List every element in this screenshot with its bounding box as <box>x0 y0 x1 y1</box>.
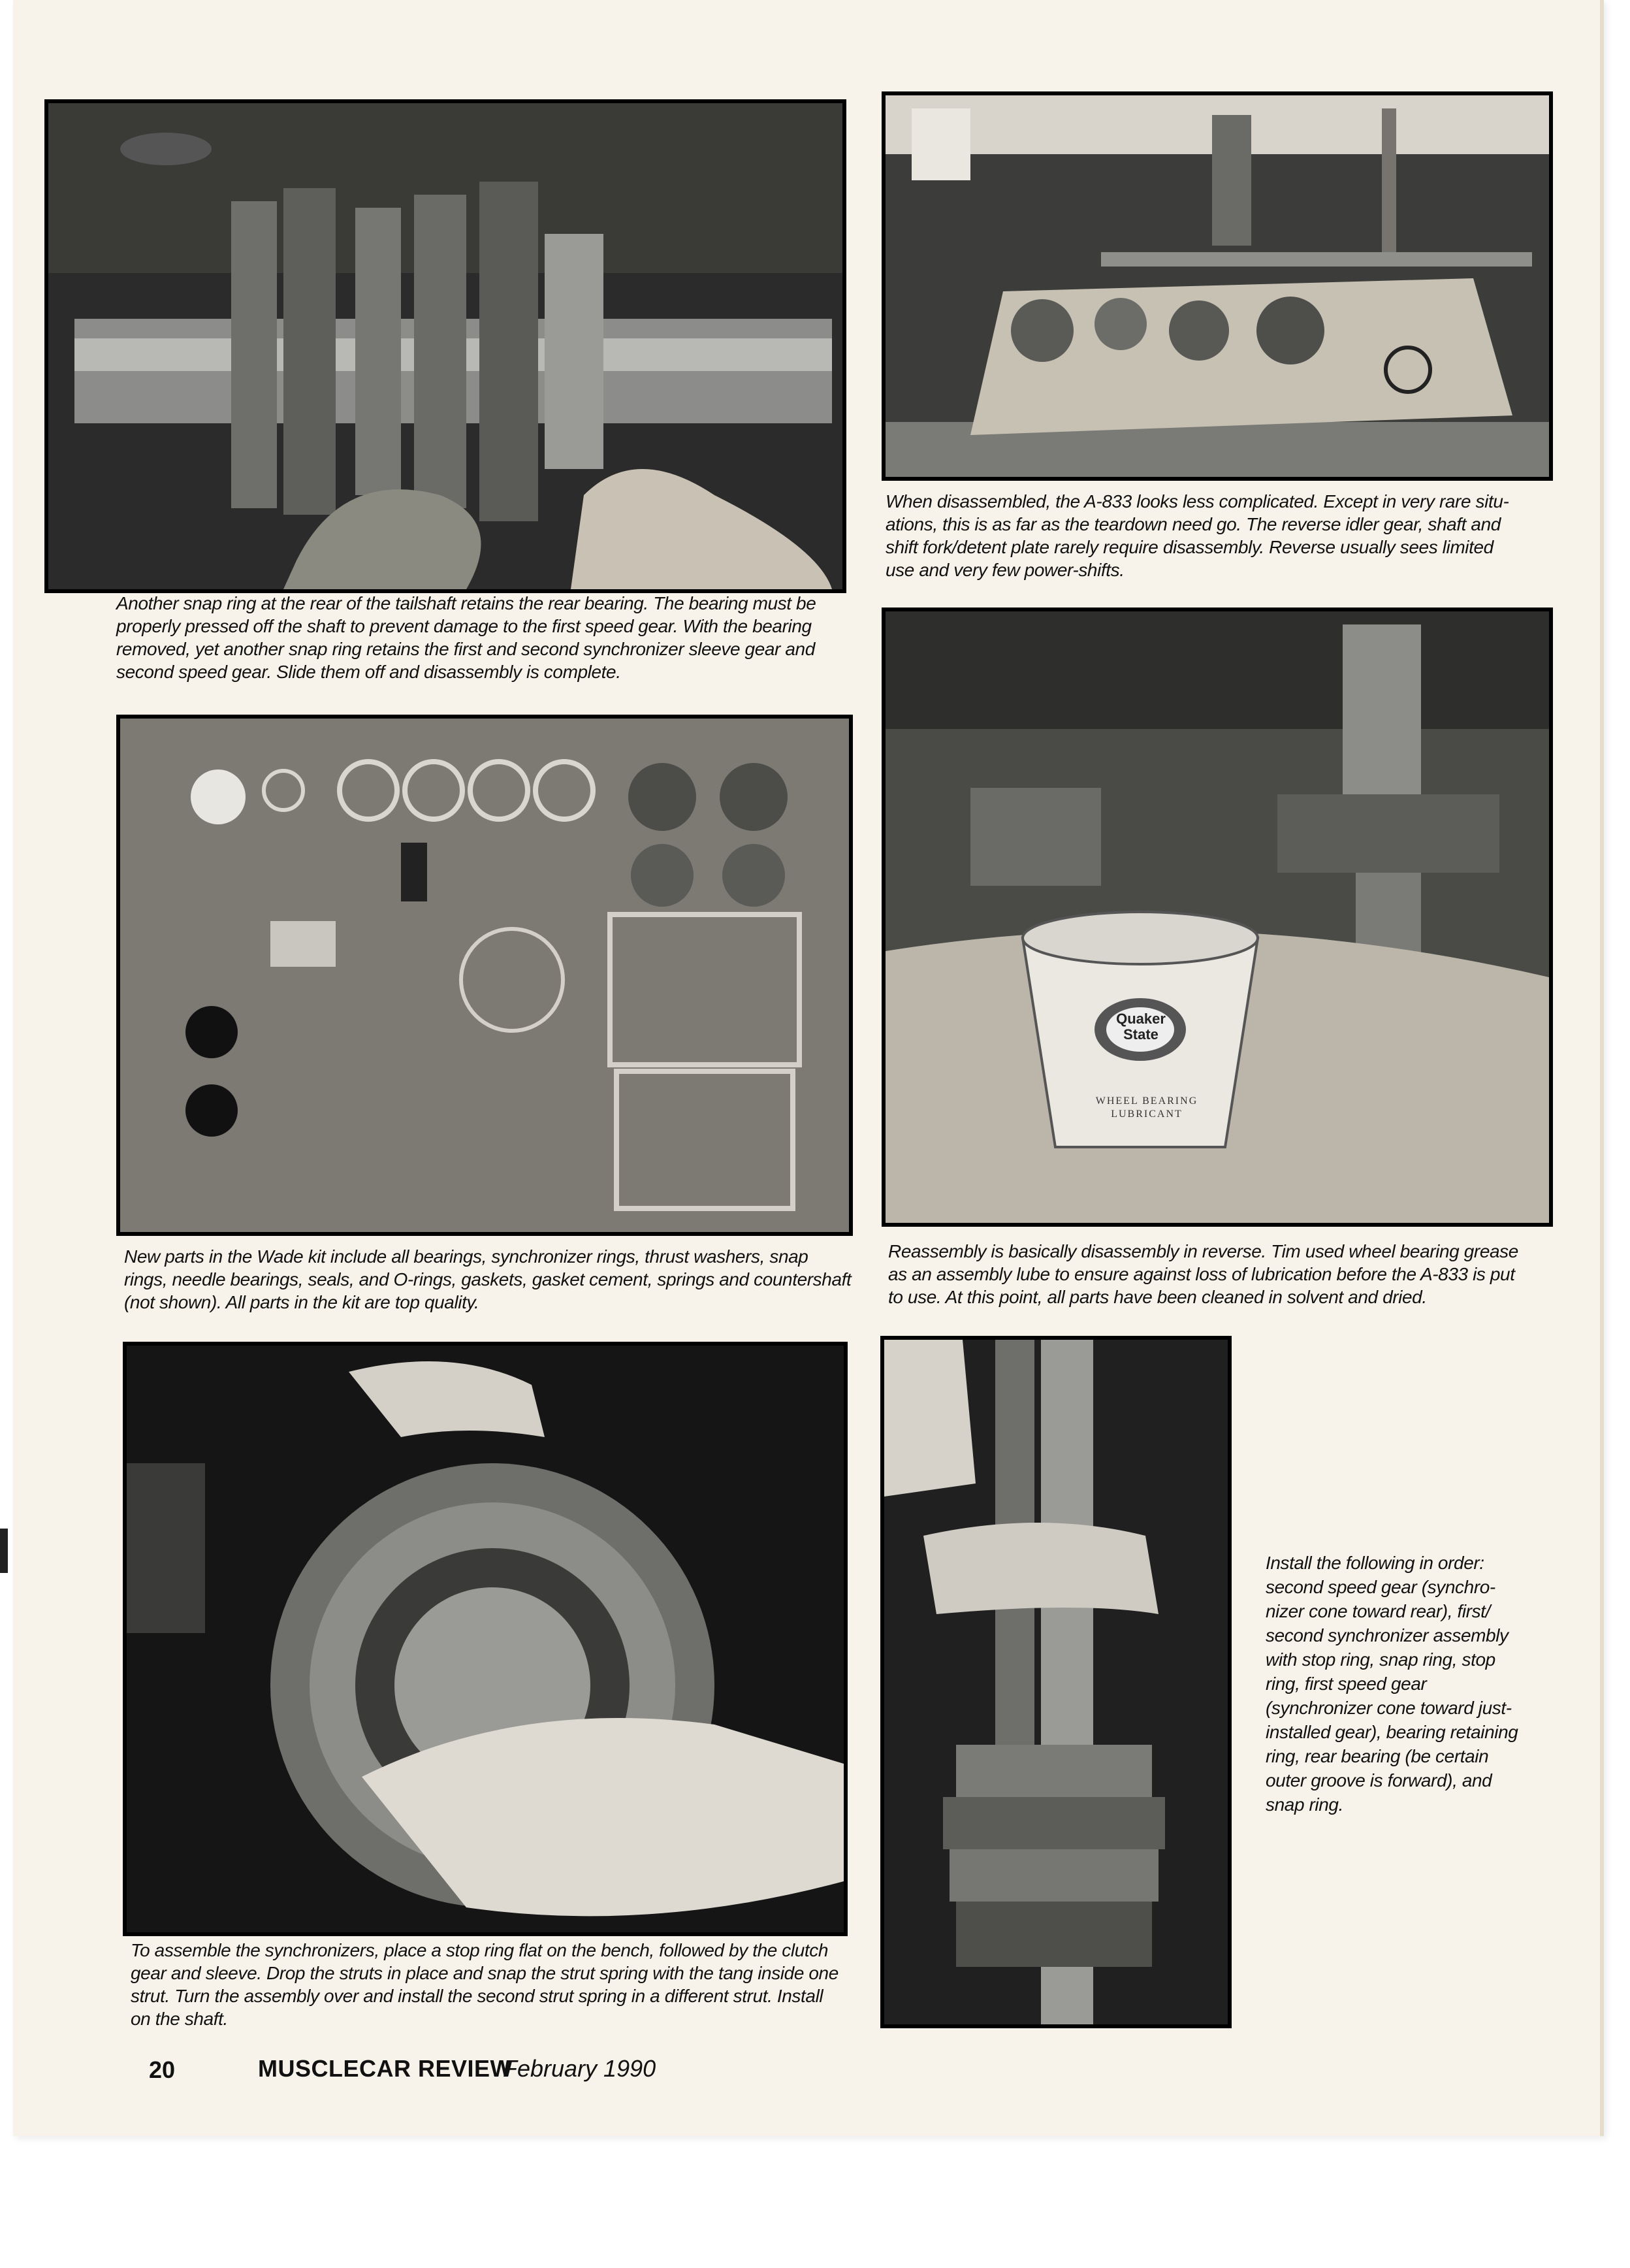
caption-line: installed gear), bearing retaining <box>1266 1722 1518 1742</box>
caption-line: To assemble the synchronizers, place a stop ring flat on the bench, followed by the clutch <box>131 1940 829 1960</box>
caption-install-order <box>1266 1551 1553 1817</box>
caption-line: to use. At this point, all parts have been cleaned in solvent and dried. <box>888 1287 1427 1307</box>
caption-line: gear and sleeve. Drop the struts in place and snap the strut spring with the tang inside one <box>131 1963 839 1983</box>
photo-reassembly-grease <box>882 608 1553 1227</box>
photo-disassembled-a833 <box>882 91 1553 481</box>
caption-line: with stop ring, snap ring, stop <box>1266 1649 1495 1670</box>
caption-line: Reassembly is basically disassembly in reverse. Tim used wheel bearing grease <box>888 1241 1518 1261</box>
caption-line: When disassembled, the A-833 looks less complicated. Except in very rare situ- <box>886 491 1509 511</box>
photo-synchronizer-hands <box>123 1342 848 1936</box>
caption-line: second synchronizer assembly <box>1266 1625 1509 1645</box>
caption-line: second speed gear. Slide them off and disassembly is complete. <box>116 662 621 682</box>
caption-line: ring, first speed gear <box>1266 1674 1427 1694</box>
brand-line-1: Quaker <box>1116 1011 1166 1027</box>
caption-disassembled <box>886 490 1558 581</box>
quaker-state-logo <box>1101 1011 1181 1043</box>
caption-line: shift fork/detent plate rarely require disassembly. Reverse usually sees limited <box>886 537 1494 557</box>
caption-line: (synchronizer cone toward just- <box>1266 1698 1512 1718</box>
brand-line-2: State <box>1123 1026 1159 1043</box>
caption-line: snap ring. <box>1266 1794 1343 1815</box>
caption-reassembly <box>888 1240 1567 1308</box>
caption-tailshaft <box>116 592 854 683</box>
caption-wade-kit <box>124 1245 862 1314</box>
page-edge-mark <box>0 1529 8 1573</box>
caption-line: properly pressed off the shaft to prevent damage to the first speed gear. With the bearing <box>116 616 812 636</box>
page-number: 20 <box>149 2056 176 2083</box>
issue-date: February 1990 <box>503 2055 656 2082</box>
caption-line: rings, needle bearings, seals, and O-rings, gaskets, gasket cement, springs and countershaft <box>124 1269 852 1289</box>
photo-install-gear-order <box>880 1336 1232 2028</box>
caption-line: on the shaft. <box>131 2009 228 2029</box>
caption-line: as an assembly lube to ensure against loss of lubrication before the A-833 is put <box>888 1264 1515 1284</box>
caption-line: strut. Turn the assembly over and install the second strut spring in a different strut. Install <box>131 1986 823 2006</box>
caption-line: (not shown). All parts in the kit are top quality. <box>124 1292 479 1312</box>
caption-synchronizers <box>131 1939 862 2030</box>
photo-tailshaft-gears <box>44 99 846 593</box>
caption-line: ring, rear bearing (be certain <box>1266 1746 1489 1766</box>
caption-line: removed, yet another snap ring retains the first and second synchronizer sleeve gear and <box>116 639 815 659</box>
caption-line: nizer cone toward rear), first/ <box>1266 1601 1490 1621</box>
product-line-1: WHEEL BEARING <box>1095 1095 1198 1107</box>
caption-line: use and very few power-shifts. <box>886 560 1125 580</box>
caption-line: outer groove is forward), and <box>1266 1770 1492 1790</box>
publication-name: MUSCLECAR REVIEW <box>258 2055 513 2082</box>
photo-wade-kit-parts <box>116 715 853 1236</box>
tub-product-label <box>1068 1095 1225 1121</box>
caption-line: New parts in the Wade kit include all bearings, synchronizer rings, thrust washers, snap <box>124 1246 808 1267</box>
caption-line: second speed gear (synchro- <box>1266 1577 1495 1597</box>
caption-line: Install the following in order: <box>1266 1553 1484 1573</box>
product-line-2: LUBRICANT <box>1111 1109 1183 1120</box>
caption-line: Another snap ring at the rear of the tailshaft retains the rear bearing. The bearing must be <box>116 593 816 613</box>
caption-line: ations, this is as far as the teardown need go. The reverse idler gear, shaft and <box>886 514 1501 534</box>
